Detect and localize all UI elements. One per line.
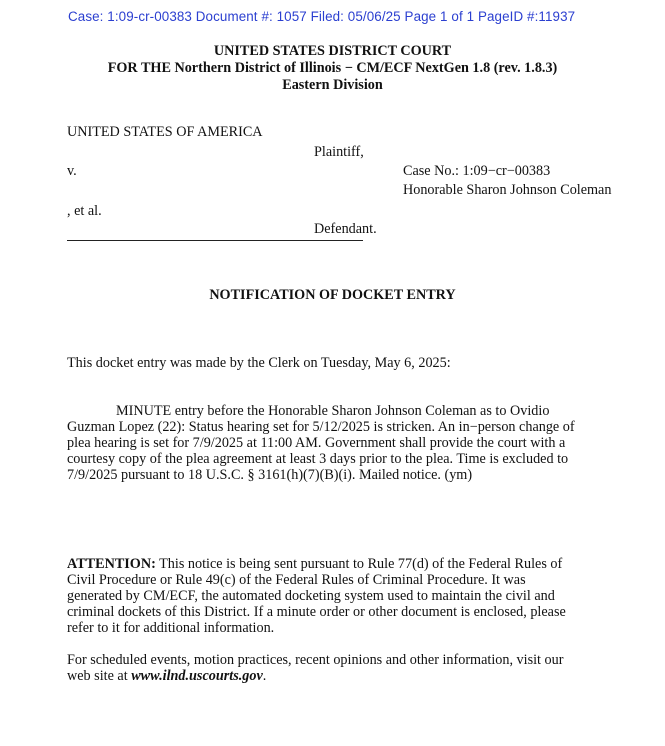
versus: v. (67, 163, 77, 179)
court-division: Eastern Division (282, 77, 383, 93)
minute-line-2: Guzman Lopez (22): Status hearing set for 5/12/2025 is stricken. An in−person change of (67, 419, 575, 435)
attention-line-5: refer to it for additional information. (67, 620, 275, 636)
attention-line-4: criminal dockets of this District. If a minute order or other document is enclosed, please (67, 604, 566, 620)
minute-line-4: courtesy copy of the plea agreement at least 3 days prior to the plea. Time is excluded to (67, 451, 569, 467)
attention-first-line: This notice is being sent pursuant to Rule 77(d) of the Federal Rules of (155, 556, 563, 572)
minute-line-3: plea hearing is set for 7/9/2025 at 11:00 AM. Government shall provide the court with a (67, 435, 566, 451)
plaintiff-name: UNITED STATES OF AMERICA (67, 124, 263, 140)
caption-divider (67, 240, 363, 241)
footer-line-1: For scheduled events, motion practices, recent opinions and other information, visit our (67, 652, 564, 668)
court-name: UNITED STATES DISTRICT COURT (213, 43, 452, 59)
entry-intro: This docket entry was made by the Clerk on Tuesday, May 6, 2025: (67, 355, 451, 371)
attention-line-2: Civil Procedure or Rule 49(c) of the Federal Rules of Criminal Procedure. It was (67, 572, 526, 588)
court-website-link[interactable]: www.ilnd.uscourts.gov (131, 668, 263, 684)
minute-line-5: 7/9/2025 pursuant to 18 U.S.C. § 3161(h)(7)(B)(i). Mailed notice. (ym) (67, 467, 473, 483)
footer-line-2 (67, 668, 266, 685)
filing-stamp: Case: 1:09-cr-00383 Document #: 1057 Filed: 05/06/25 Page 1 of 1 PageID #:11937 (68, 9, 576, 24)
minute-line-1: MINUTE entry before the Honorable Sharon Johnson Coleman as to Ovidio (116, 403, 550, 419)
court-district: FOR THE Northern District of Illinois − CM/ECF NextGen 1.8 (rev. 1.8.3) (107, 60, 558, 76)
notice-title: NOTIFICATION OF DOCKET ENTRY (209, 287, 456, 303)
attention-line-3: generated by CM/ECF, the automated docketing system used to maintain the civil and (67, 588, 555, 604)
attention-line-1 (67, 556, 562, 573)
defendant-label: Defendant. (314, 221, 377, 237)
attention-label: ATTENTION: (67, 556, 156, 572)
plaintiff-label: Plaintiff, (314, 144, 364, 160)
judge-name: Honorable Sharon Johnson Coleman (403, 182, 612, 198)
footer-suffix: . (262, 668, 267, 684)
case-number: Case No.: 1:09−cr−00383 (403, 163, 551, 179)
defendant-name: , et al. (67, 203, 102, 219)
footer-prefix: web site at (67, 668, 132, 684)
